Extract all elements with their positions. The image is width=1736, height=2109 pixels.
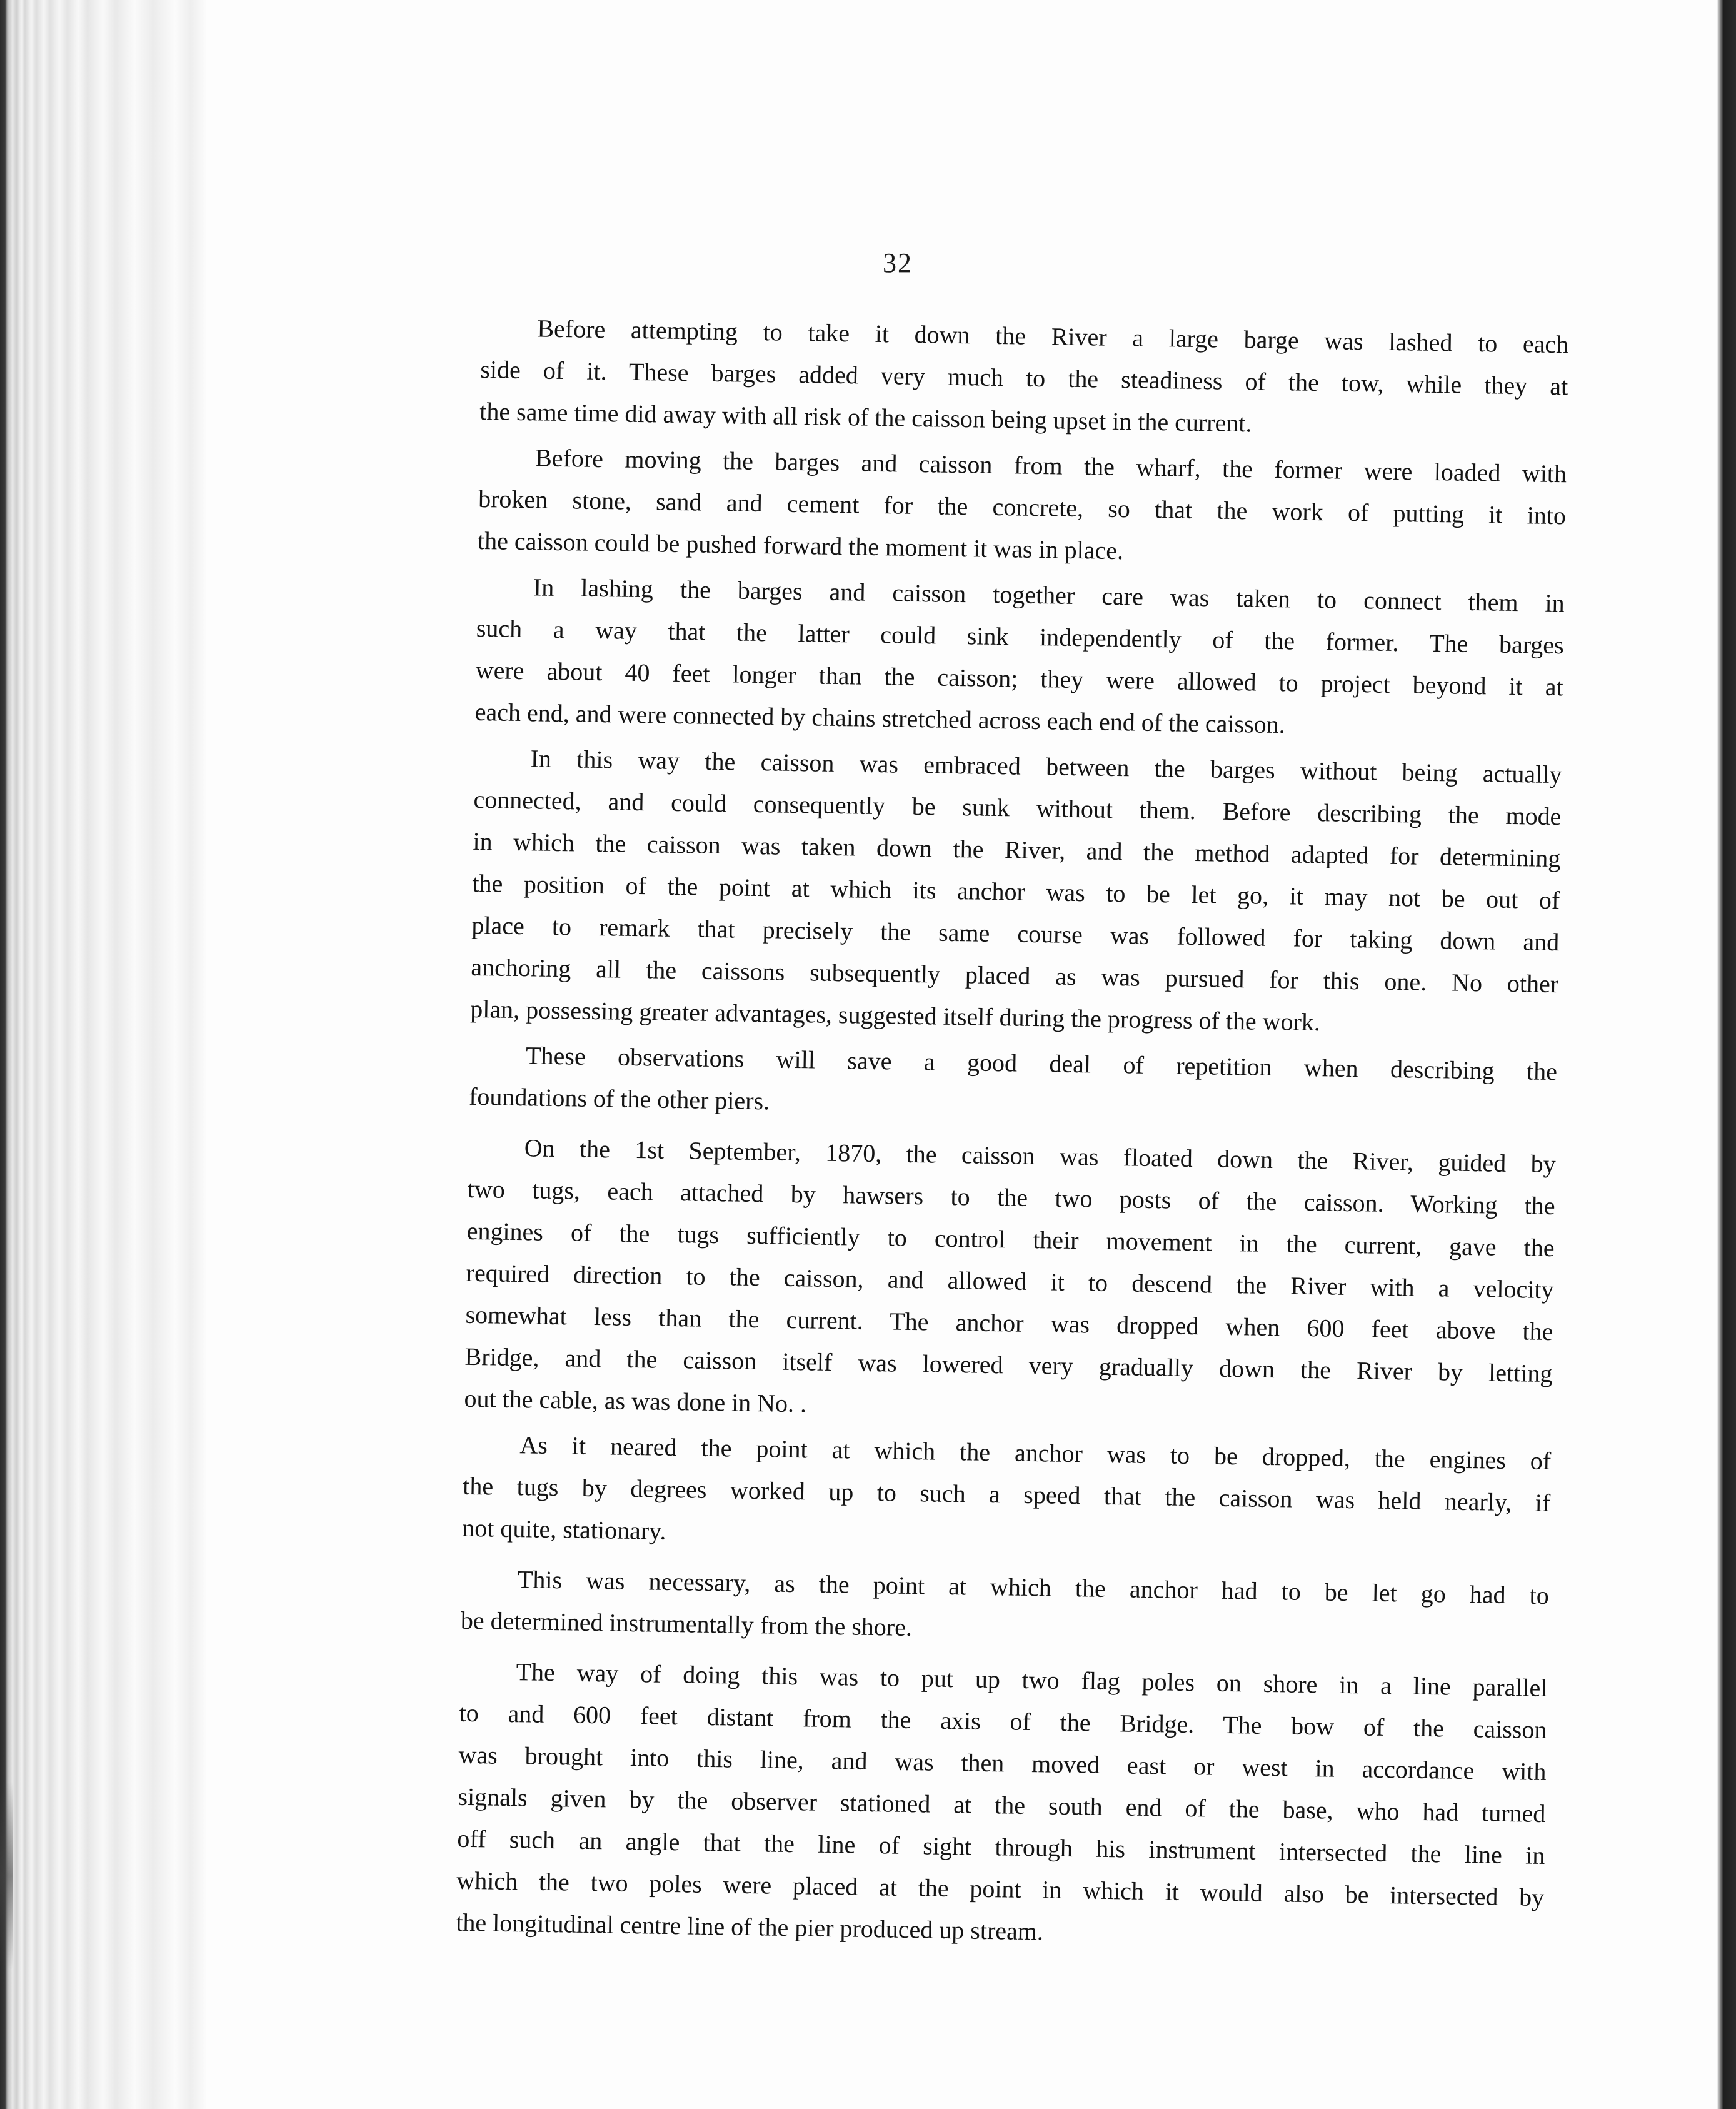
text-line: The way of doing this was to put up two flag poles on shore in a line parallel [516, 1658, 1548, 1703]
text-line: broken stone, sand and cement for the concrete, so that the work of putting it into [478, 484, 1567, 530]
text-line: the position of the point at which its anchor was to be let go, it may not be out of [472, 868, 1560, 915]
text-line: side of it. These barges added very much to the steadiness of the tow, while they at [480, 355, 1568, 401]
scan-border-right [1717, 0, 1736, 2109]
paragraph [474, 565, 1565, 750]
text-line: foundations of the other piers. [468, 1082, 770, 1115]
text-line: each end, and were connected by chains stretched across each end of the caisson. [474, 697, 1286, 739]
text-line: such a way that the latter could sink independently of the former. The barges [476, 613, 1565, 660]
text-line: the same time did away with all risk of the caisson being upset in the current. [479, 396, 1252, 438]
text-line: required direction to the caisson, and allowed it to descend the River with a velocity [466, 1258, 1554, 1304]
text-line: This was necessary, as the point at which the anchor had to be let go had to [517, 1565, 1550, 1610]
paragraph [462, 1423, 1552, 1566]
paragraph [464, 1126, 1556, 1436]
text-line: off such an angle that the line of sight through his instrument intersected the line in [457, 1824, 1545, 1870]
text-line: two tugs, each attached by hawsers to the two posts of the caisson. Working the [467, 1174, 1555, 1221]
paragraph [469, 1034, 1558, 1134]
text-line: anchoring all the caissons subsequently placed as was pursued for this one. No other [471, 952, 1559, 999]
page-edges-stack [0, 0, 206, 2109]
text-line: be determined instrumentally from the shore. [460, 1606, 913, 1642]
text-line: Bridge, and the caisson itself was lowered very gradually down the River by letting [464, 1342, 1553, 1388]
text-line: Before attempting to take it down the River a large barge was lashed to each [537, 314, 1569, 359]
text-line: These observations will save a good deal of repetition when describing the [525, 1041, 1558, 1086]
paragraph [460, 1558, 1549, 1658]
page-number: 32 [883, 248, 913, 278]
text-line: engines of the tugs sufficiently to control their movement in the current, gave the [466, 1216, 1555, 1262]
body-text [456, 306, 1569, 1964]
text-line: place to remark that precisely the same course was followed for taking down and [471, 910, 1560, 957]
text-line: out the cable, as was done in No. . [464, 1384, 807, 1418]
text-line: As it neared the point at which the anchor was to be dropped, the engines of [519, 1431, 1552, 1476]
paragraph [456, 1650, 1548, 1960]
text-line: was brought into this line, and was then moved east or west in accordance with [458, 1740, 1547, 1786]
text-line: signals given by the observer stationed at the south end of the base, who had turned [458, 1782, 1546, 1828]
text-line: were about 40 feet longer than the caisson; they were allowed to project beyond it at [475, 655, 1564, 702]
paragraph [470, 737, 1562, 1047]
text-line: On the 1st September, 1870, the caisson was floated down the River, guided by [524, 1134, 1557, 1179]
text-line: which the two poles were placed at the point in which it would also be intersected by [456, 1866, 1545, 1912]
text-line: not quite, stationary. [461, 1513, 666, 1545]
text-line: the caisson could be pushed forward the moment it was in place. [477, 526, 1124, 565]
text-line: Before moving the barges and caisson from the wharf, the former were loaded with [534, 443, 1567, 488]
text-line: connected, and could consequently be sunk without them. Before describing the mode [473, 785, 1562, 831]
text-line: plan, possessing greater advantages, suggested itself during the progress of the work. [469, 994, 1321, 1037]
text-line: somewhat less than the current. The anchor was dropped when 600 feet above the [465, 1300, 1553, 1346]
paragraph [479, 306, 1569, 449]
text-line: In lashing the barges and caisson together care was taken to connect them in [533, 573, 1565, 618]
text-line: In this way the caisson was embraced between the barges without being actually [530, 744, 1562, 789]
text-line: to and 600 feet distant from the axis of the Bridge. The bow of the caisson [459, 1698, 1547, 1744]
text-line: the longitudinal centre line of the pier produced up stream. [456, 1908, 1044, 1946]
paragraph [478, 436, 1567, 578]
text-line: the tugs by degrees worked up to such a speed that the caisson was held nearly, if [463, 1471, 1551, 1518]
text-line: in which the caisson was taken down the River, and the method adapted for determining [473, 827, 1561, 873]
